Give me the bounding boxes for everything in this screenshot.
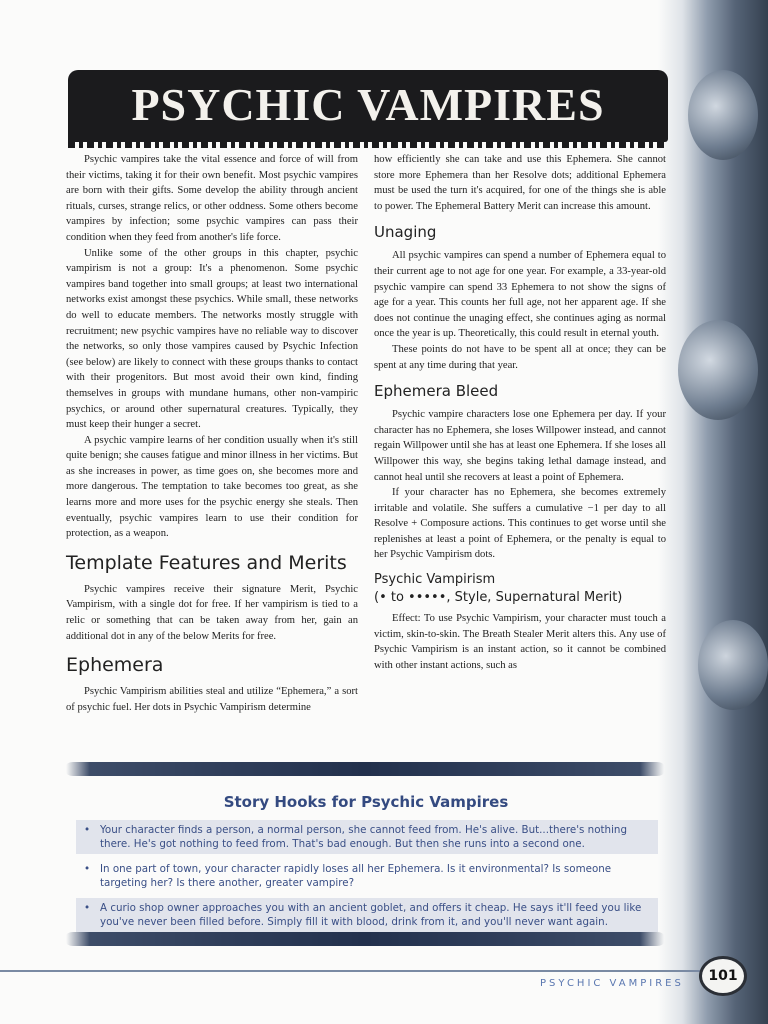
- intro-paragraph-2: Unlike some of the other groups in this chapter, psychic vampirism is not a group: It's a phenomenon. Some psychic vampires band together into small groups; at least two international networks exist amongst these psychics. While small, these networks do well to educate members. The networks mostly struggle with recruitment; new psychic vampires have no reliable way to discover the networks, so only those vampires caused by Psychic Infection (see below) are likely to connect with these groups thanks to contact with their progenitors. But most avoid their own kind, finding themselves in groups with mundane humans, other non-vampiric psychics, or around other supernatural creatures. Typically, they must keep their hunger a secret.: [66, 247, 358, 431]
- unaging-paragraph-1: All psychic vampires can spend a number of Ephemera equal to their current age to not age for one year. For example, a 33-year-old psychic vampire can spend 33 Ephemera to not show the signs of age for a year. This counts her full age, not her apparent age. If she does not continue the unaging effect, she continues aging as normal once the year is up. Theoretically, this could result in eternal youth.: [374, 250, 666, 340]
- unaging-paragraph-2: These points do not have to be spent all at once; they can be spent at any time during that year.: [374, 343, 666, 371]
- story-hook-text: In one part of town, your character rapidly loses all her Ephemera. Is it environmental? Is someone targeting her? Is there another, greater vampire?: [100, 863, 612, 889]
- story-hooks-title: Story Hooks for Psychic Vampires: [223, 793, 509, 811]
- intro-paragraph-3: A psychic vampire learns of her condition usually when it's still quite benign; she causes fatigue and minor illness in her victims. But as she increases in power, as time goes on, she becomes more and more dangerous. The temptation to take becomes too great, as she learns more and more uses for the psychic energy she steals. Then eventually, psychic vampires learn to use their condition for protection, as a weapon.: [66, 434, 358, 540]
- heading-psychic-vampirism: [374, 571, 666, 607]
- brush-divider-bottom: [66, 932, 664, 946]
- story-hooks-list: [76, 820, 658, 937]
- heading-unaging: Unaging: [374, 223, 437, 242]
- heading-template-features: Template Features and Merits: [66, 551, 347, 574]
- merit-paragraph: Effect: To use Psychic Vampirism, your character must touch a victim, skin-to-skin. The Breath Stealer Merit alters this. Any use of Psychic Vampirism is an instant action, so it cannot be combined with other instant actions, such as: [374, 613, 666, 671]
- bullet-icon: •: [84, 824, 91, 836]
- bleed-paragraph-2: If your character has no Ephemera, she becomes extremely irritable and volatile. She suffers a cumulative −1 per day to all Resolve + Composure actions. This continues to get worse until she replenishes at least a point of Ephemera, or the penalty is equal to her Psychic Vampirism dots.: [374, 487, 666, 561]
- template-paragraph: Psychic vampires receive their signature Merit, Psychic Vampirism, with a single dot for free. If her vampirism is tied to a relic or something that can be taken away from her, gain an additional dot in any of the below Merits for free.: [66, 583, 358, 642]
- side-illustration: [658, 0, 768, 1024]
- heading-ephemera: Ephemera: [66, 654, 164, 677]
- bullet-icon: •: [84, 863, 91, 875]
- figure-face-lower: [698, 620, 768, 710]
- story-hook-text: A curio shop owner approaches you with an ancient goblet, and offers it cheap. He says it'll feed you like you've never been filled before. Simply fill it with blood, drink from it, and you'll never want again.: [100, 902, 642, 928]
- ephemera-paragraph: Psychic Vampirism abilities steal and utilize “Ephemera,” a sort of psychic fuel. Her dots in Psychic Vampirism determine: [66, 686, 358, 713]
- story-hook-item: [76, 859, 658, 893]
- figure-face-top: [688, 70, 758, 160]
- running-title: PSYCHIC VAMPIRES: [540, 978, 684, 989]
- page-number: 101: [699, 956, 747, 996]
- story-hook-text: Your character finds a person, a normal person, she cannot feed from. He's alive. But...there's nothing there. He's got nothing to feed from. That's bad enough. But then she runs into a second one.: [100, 824, 627, 850]
- title-banner: [68, 70, 668, 142]
- footer-rule: [0, 970, 700, 972]
- left-column: [66, 152, 358, 715]
- intro-paragraph-1: Psychic vampires take the vital essence and force of will from their victims, taking it for their own benefit. Most psychic vampires are born with their gifts. Some develop the ability through ancient rituals, curses, strange relics, or other oddness. Some others become vampires by infection; some psychic vampires can pass their condition when they feed from another's life force.: [66, 154, 358, 243]
- bleed-paragraph-1: Psychic vampire characters lose one Ephemera per day. If your character has no Ephemera, she loses Willpower instead, and cannot regain Willpower until she has at least one Ephemera. If she loses all Willpower this way, she begins taking lethal damage instead, and cannot heal until she recovers at least a point of Ephemera.: [374, 409, 666, 483]
- continuation-paragraph: how efficiently she can take and use this Ephemera. She cannot store more Ephemera than her Resolve dots; additional Ephemera must be used the turn it's acquired, for one of the things she is able to power. The Ephemeral Battery Merit can increase this amount.: [374, 154, 666, 212]
- merit-tags: (• to •••••, Style, Supernatural Merit): [374, 590, 623, 606]
- story-hook-item: [76, 898, 658, 932]
- page-title: PSYCHIC VAMPIRES: [131, 79, 605, 130]
- brush-divider-top: [66, 762, 664, 776]
- story-hook-item: [76, 820, 658, 854]
- right-column: [374, 152, 666, 673]
- merit-name: Psychic Vampirism: [374, 572, 496, 588]
- heading-ephemera-bleed: Ephemera Bleed: [374, 382, 499, 401]
- bullet-icon: •: [84, 902, 91, 914]
- figure-face-middle: [678, 320, 758, 420]
